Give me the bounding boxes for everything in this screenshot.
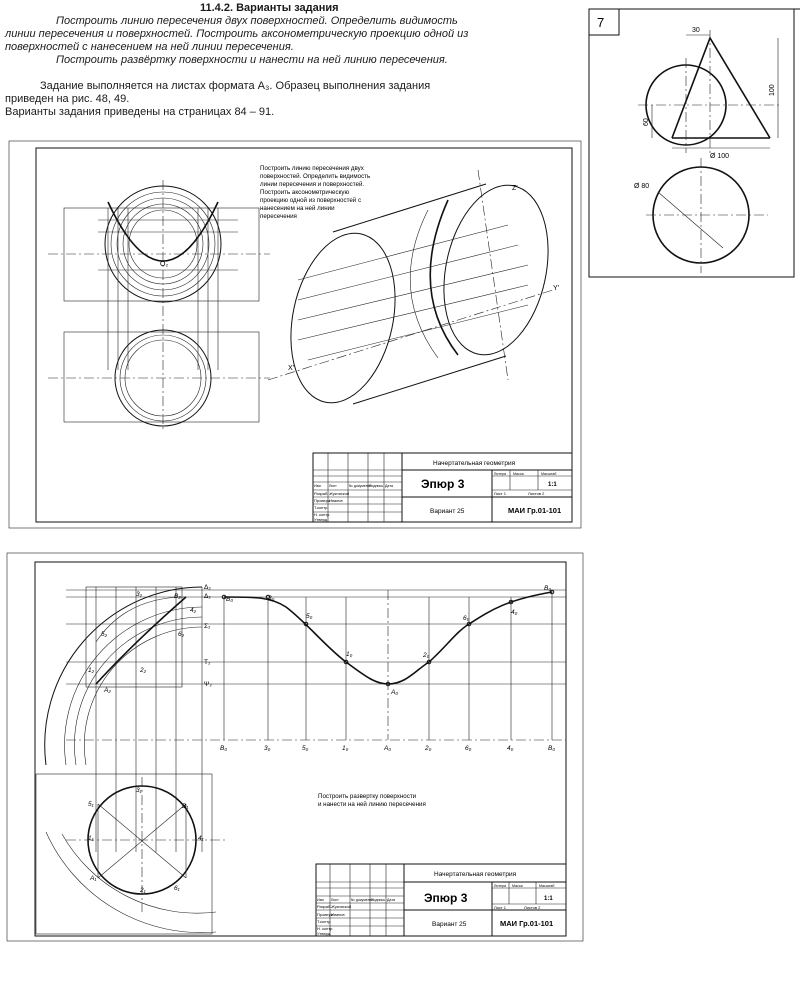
tb2-scale: 1:1 <box>544 896 553 902</box>
sheet-2-frame <box>35 562 566 936</box>
note-line-3: линии пересечения и поверхностей. <box>260 181 365 188</box>
plan-point-3: B₁ <box>182 803 189 810</box>
plan-point-5: 4₁ <box>198 835 204 842</box>
tb2-sheets: Листов 2 <box>524 905 541 910</box>
tb2-name-1: Жуковский <box>331 904 352 909</box>
development-generatrices <box>224 590 552 740</box>
top-point-6: 2₀ <box>423 652 430 659</box>
tb2-row-2: Провери <box>317 912 334 917</box>
top-point-1: B₀ <box>226 596 234 603</box>
tb2-row-1: Разраб. <box>317 904 332 909</box>
drawing-sheet-2 <box>6 552 586 944</box>
tb2-row-4: Н. контр. <box>317 926 334 931</box>
axis-point-8: 4₀ <box>507 745 514 752</box>
axis-x-label: X' <box>288 365 295 372</box>
dim-right: 100 <box>769 84 776 96</box>
tb2-head-2: Лист <box>331 898 339 902</box>
tb1-row-4: Н. контр. <box>314 512 331 517</box>
intro-line-2: линии пересечения и поверхностей. Построить аксонометрическую проекцию одной из <box>5 28 469 40</box>
tb1-name-2: Иванов <box>329 498 343 503</box>
tb2-head-3: № документа <box>351 898 374 902</box>
plan-point-4: 1₁ <box>88 835 94 842</box>
front-point-4: 5₂ <box>101 631 108 638</box>
tb2-subject: Начертательная геометрия <box>434 871 517 878</box>
tb1-row-2: Провери <box>314 498 331 503</box>
dim-top: 30 <box>692 27 700 34</box>
tb1-head-2: Лист <box>329 484 337 488</box>
intro-line-7: Варианты задания приведены на страницах 84 – 91. <box>5 106 275 118</box>
axis-point-2: 3₀ <box>264 745 271 752</box>
axis-point-4: 1₀ <box>342 745 349 752</box>
tb1-name-1: Жуковский <box>329 491 350 496</box>
note-line-6: нанесением на ней линии <box>260 205 335 212</box>
note-line-5: проекцию одной из поверхностей с <box>260 197 362 204</box>
tb1-col-scale: Масштаб <box>541 472 557 476</box>
dim-circle: Ø 80 <box>634 183 650 190</box>
axis-point-5: A₀ <box>384 745 392 752</box>
top-point-2: 3₀ <box>268 595 275 602</box>
plan-point-6: A₁ <box>90 875 97 882</box>
intro-line-5: Задание выполняется на листах формата А₃. Образец выполнения задания <box>40 80 431 92</box>
axis-point-7: 6₀ <box>465 745 472 752</box>
tb1-sheet: Лист 1 <box>494 491 507 496</box>
level-label-2: Δ₂ <box>204 593 211 600</box>
front-projection-circles <box>98 186 238 370</box>
tb1-col-mass: Масса <box>513 472 524 476</box>
axis-point-9: B₀ <box>548 745 556 752</box>
note-line-4: Построить аксонометрическую <box>260 189 350 196</box>
plan-point-1: 3₁ <box>136 787 142 794</box>
front-point-6: 1₂ <box>88 667 95 674</box>
plan-point-2: 5₁ <box>88 801 94 808</box>
front-point-2: B₂ <box>174 593 181 600</box>
axis-point-3: 5₀ <box>302 745 309 752</box>
sheet-2-title-block <box>316 864 566 936</box>
front-point-8: A₂ <box>104 687 111 694</box>
tb1-subject: Начертательная геометрия <box>433 460 516 467</box>
label-o2: O₂ <box>160 261 169 268</box>
tb2-code: МАИ Гр.01-101 <box>500 919 554 928</box>
tb1-sheets: Листов 2 <box>528 491 545 496</box>
drawing-sheet-1 <box>8 140 584 532</box>
tb2-head-1: Изм <box>317 898 324 902</box>
tb2-col-scale: Масштаб <box>539 884 555 888</box>
sheet-2-note-line-1: Построить развертку поверхности <box>318 793 417 800</box>
note-line-7: пересечения <box>260 213 297 220</box>
level-label-1: Δ₂ <box>204 584 211 591</box>
intro-line-4: Построить развёртку поверхности и нанести на ней линию пересечения. <box>56 54 448 66</box>
tb2-row-3: Т.контр. <box>317 919 332 924</box>
top-point-5: A₀ <box>391 689 399 696</box>
tb2-sheet: Лист 1 <box>494 905 507 910</box>
variant-card <box>588 8 802 280</box>
tb1-scale: 1:1 <box>548 482 557 488</box>
dim-bottom: Ø 100 <box>710 153 730 160</box>
level-label-3: Σ₂ <box>204 623 211 630</box>
tb2-col-mass: Масса <box>512 884 523 888</box>
top-point-4: 1₀ <box>346 651 353 658</box>
sheet-2-note-line-2: и нанести на ней линию пересечения <box>318 801 426 808</box>
tb1-head-1: Изм <box>314 484 321 488</box>
section-title: 11.4.2. Варианты задания <box>200 2 339 14</box>
top-point-7: 6₀ <box>463 615 470 622</box>
tb1-head-4: Подпись <box>369 484 384 488</box>
plan-point-8: 6₁ <box>174 885 180 892</box>
tb1-row-3: Т.контр. <box>314 505 329 510</box>
axis-point-1: B₀ <box>220 745 228 752</box>
top-point-8: 4₀ <box>511 609 518 616</box>
top-point-9: B₀ <box>544 585 552 592</box>
tb1-head-3: № документа <box>349 484 372 488</box>
sheet-1-note <box>260 165 370 220</box>
sheet-1-title-block <box>313 453 572 522</box>
tb2-head-4: Подпись <box>371 898 386 902</box>
note-line-2: поверхностей. Определить видимость <box>260 173 371 180</box>
tb1-title: Эпюр 3 <box>421 477 465 491</box>
tb1-row-1: Разраб. <box>314 491 329 496</box>
tb1-code: МАИ Гр.01-101 <box>508 506 562 515</box>
intro-line-3: поверхностей с нанесением на ней линии пересечения. <box>5 41 294 53</box>
front-point-5: 6₂ <box>178 631 185 638</box>
axis-z-label: Z' <box>512 185 518 192</box>
front-point-1: 3₂ <box>136 591 143 598</box>
tb2-head-5: Дата <box>387 898 395 902</box>
plan-view <box>36 774 226 934</box>
tb1-col-lit: Литера <box>494 472 506 476</box>
tb1-row-5: Утверд. <box>314 517 329 522</box>
sheet-2-outer-border <box>7 553 583 941</box>
level-label-5: Ψ₂ <box>204 681 212 688</box>
tb2-title: Эпюр 3 <box>424 891 468 905</box>
top-point-3: 5₀ <box>306 613 313 620</box>
tb1-head-5: Дата <box>385 484 393 488</box>
note-line-1: Построить линию пересечения двух <box>260 165 364 172</box>
intro-line-1: Построить линию пересечения двух поверхностей. Определить видимость <box>56 15 458 27</box>
variant-number: 7 <box>597 15 605 30</box>
axis-point-6: 2₀ <box>425 745 432 752</box>
level-label-4: T₂ <box>204 659 211 666</box>
variant-card-border <box>589 9 794 277</box>
tb2-variant: Вариант 25 <box>432 921 467 928</box>
plan-point-7: 2₁ <box>140 887 146 894</box>
front-point-7: 2₂ <box>140 667 147 674</box>
tb2-row-5: Утверд. <box>317 931 332 936</box>
axis-y-label: Y' <box>553 285 560 292</box>
tb2-col-lit: Литера <box>494 884 506 888</box>
tb1-variant: Вариант 25 <box>430 508 465 515</box>
dim-left: 60 <box>643 118 650 126</box>
front-projection-arcs <box>45 587 202 852</box>
intro-line-6: приведен на рис. 48, 49. <box>5 93 130 105</box>
front-point-3: 4₂ <box>190 607 197 614</box>
tb2-name-2: Иванов <box>331 912 345 917</box>
